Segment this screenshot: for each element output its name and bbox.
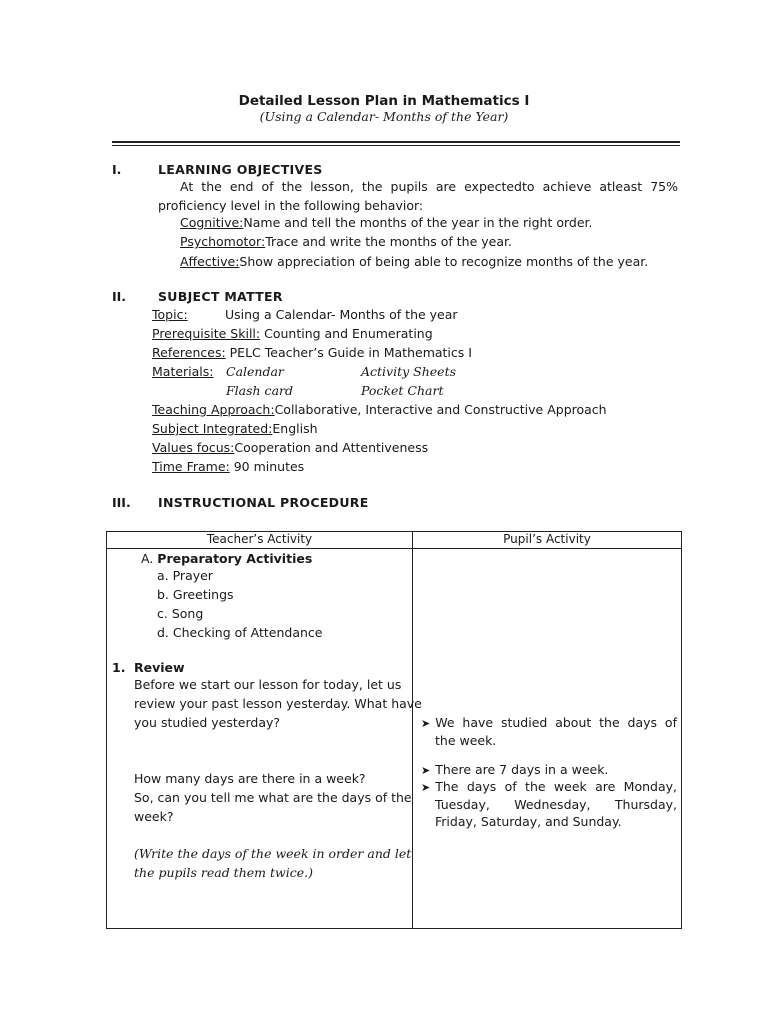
approach-text: Collaborative, Interactive and Constructive Approach xyxy=(274,402,607,417)
affective-label: Affective: xyxy=(180,254,240,269)
procedure-table xyxy=(106,531,682,929)
integrated-text: English xyxy=(272,421,318,436)
review-line-3: you studied yesterday? xyxy=(134,715,281,730)
material-activity-sheets: Activity Sheets xyxy=(361,364,457,379)
pupil-answer-1 xyxy=(421,714,677,749)
instruction-line-2: the pupils read them twice.) xyxy=(134,865,313,880)
topic-text: Using a Calendar- Months of the year xyxy=(225,307,458,322)
days-question-line-2: So, can you tell me what are the days of the xyxy=(134,790,412,805)
prep-item-prayer: a. Prayer xyxy=(157,568,213,583)
section-3-heading: INSTRUCTIONAL PROCEDURE xyxy=(158,495,369,510)
section-2-number: II. xyxy=(112,289,127,304)
pupil-answer-3-text: The days of the week are Monday, Tuesday, Wednesday, Thursday, Friday, Saturday, and Sunday. xyxy=(435,779,677,829)
values-label: Values focus: xyxy=(152,440,235,455)
materials-label-wrap xyxy=(152,364,214,379)
material-flash-card: Flash card xyxy=(226,383,293,398)
section-1-number: I. xyxy=(112,162,122,177)
integrated-label: Subject Integrated: xyxy=(152,421,273,436)
pupil-answer-2-text: There are 7 days in a week. xyxy=(435,762,609,777)
values-text: Cooperation and Attentiveness xyxy=(234,440,429,455)
objectives-intro-text: At the end of the lesson, the pupils are expectedto achieve atleast 75% proficiency level in the following behavior: xyxy=(158,179,678,213)
prerequisite-row xyxy=(152,326,433,341)
section-1-heading: LEARNING OBJECTIVES xyxy=(158,162,323,177)
materials-label: Materials: xyxy=(152,364,214,379)
review-number: 1. xyxy=(112,660,126,675)
section-2-heading: SUBJECT MATTER xyxy=(158,289,283,304)
psychomotor-label: Psychomotor: xyxy=(180,234,266,249)
bullet-arrow-icon: ➤ xyxy=(421,764,431,777)
prep-letter: A. xyxy=(141,551,154,566)
affective-text: Show appreciation of being able to recognize months of the year. xyxy=(239,254,649,269)
header-divider-thick xyxy=(112,141,680,143)
table-row xyxy=(107,549,682,929)
topic-label-wrap xyxy=(152,307,188,322)
values-row xyxy=(152,440,428,455)
time-frame-row xyxy=(152,459,304,474)
review-line-2: review your past lesson yesterday. What have xyxy=(134,696,422,711)
pupil-answer-2 xyxy=(421,761,677,779)
prep-item-greetings: b. Greetings xyxy=(157,587,234,602)
prep-heading: Preparatory Activities xyxy=(157,551,313,566)
cognitive-text: Name and tell the months of the year in the right order. xyxy=(243,215,593,230)
time-frame-text: 90 minutes xyxy=(229,459,305,474)
time-frame-label: Time Frame: xyxy=(152,459,230,474)
references-text: PELC Teacher’s Guide in Mathematics I xyxy=(225,345,472,360)
review-line-1: Before we start our lesson for today, let us xyxy=(134,677,402,692)
pupil-answer-3 xyxy=(421,778,677,830)
teacher-activity-cell xyxy=(107,549,422,929)
days-question-line-1: How many days are there in a week? xyxy=(134,771,366,786)
approach-row xyxy=(152,402,607,417)
material-pocket-chart: Pocket Chart xyxy=(361,383,444,398)
objective-psychomotor xyxy=(180,234,512,249)
header-divider-thin xyxy=(112,145,680,146)
days-question-line-3: week? xyxy=(134,809,174,824)
table-header-row xyxy=(107,532,682,549)
bullet-arrow-icon: ➤ xyxy=(421,781,431,794)
material-calendar: Calendar xyxy=(226,364,284,379)
objective-affective xyxy=(180,254,648,269)
objectives-intro xyxy=(158,178,678,215)
approach-label: Teaching Approach: xyxy=(152,402,275,417)
references-row xyxy=(152,345,472,360)
integrated-row xyxy=(152,421,318,436)
prep-item-song: c. Song xyxy=(157,606,204,621)
references-label: References: xyxy=(152,345,226,360)
teacher-activity-header: Teacher’s Activity xyxy=(107,532,413,549)
cognitive-label: Cognitive: xyxy=(180,215,244,230)
objective-cognitive xyxy=(180,215,593,230)
review-heading: Review xyxy=(134,660,185,675)
pupil-answer-1-text: We have studied about the days of the week. xyxy=(435,715,677,748)
pupil-activity-header: Pupil’s Activity xyxy=(413,532,682,549)
document-subtitle: (Using a Calendar- Months of the Year) xyxy=(259,109,509,124)
instruction-line-1: (Write the days of the week in order and let xyxy=(134,846,412,861)
psychomotor-text: Trace and write the months of the year. xyxy=(265,234,512,249)
document-title: Detailed Lesson Plan in Mathematics I xyxy=(238,93,530,109)
section-3-number: III. xyxy=(112,495,131,510)
prerequisite-label: Prerequisite Skill: xyxy=(152,326,261,341)
pupil-activity-cell xyxy=(413,549,682,929)
prep-item-attendance: d. Checking of Attendance xyxy=(157,625,323,640)
prerequisite-text: Counting and Enumerating xyxy=(260,326,433,341)
bullet-arrow-icon: ➤ xyxy=(421,717,431,730)
topic-label: Topic: xyxy=(152,307,188,322)
prep-heading-row xyxy=(141,551,312,566)
